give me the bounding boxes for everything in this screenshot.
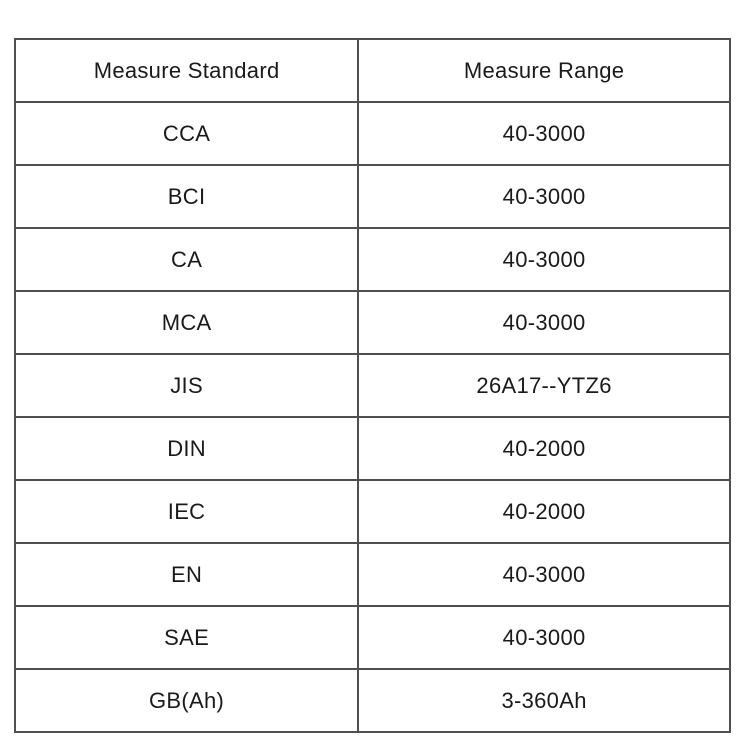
table-row [15, 480, 730, 543]
header-cell-measure-range: Measure Range [358, 39, 730, 102]
cell-range: 3-360Ah [358, 669, 730, 732]
table-row [15, 165, 730, 228]
measure-standard-table [14, 38, 731, 733]
table-row [15, 291, 730, 354]
cell-standard: SAE [15, 606, 358, 669]
cell-range: 40-2000 [358, 480, 730, 543]
cell-standard: JIS [15, 354, 358, 417]
cell-standard: MCA [15, 291, 358, 354]
cell-range: 40-2000 [358, 417, 730, 480]
cell-range: 40-3000 [358, 543, 730, 606]
cell-range: 40-3000 [358, 228, 730, 291]
cell-standard: BCI [15, 165, 358, 228]
cell-range: 40-3000 [358, 291, 730, 354]
table-row [15, 228, 730, 291]
table-row [15, 354, 730, 417]
cell-range: 40-3000 [358, 102, 730, 165]
table-row [15, 669, 730, 732]
cell-range: 40-3000 [358, 606, 730, 669]
cell-standard: CCA [15, 102, 358, 165]
cell-standard: DIN [15, 417, 358, 480]
table-row [15, 606, 730, 669]
cell-standard: EN [15, 543, 358, 606]
cell-standard: IEC [15, 480, 358, 543]
table-row [15, 102, 730, 165]
cell-standard: GB(Ah) [15, 669, 358, 732]
cell-range: 40-3000 [358, 165, 730, 228]
cell-standard: CA [15, 228, 358, 291]
header-row [15, 39, 730, 102]
header-cell-measure-standard: Measure Standard [15, 39, 358, 102]
cell-range: 26A17--YTZ6 [358, 354, 730, 417]
table-row [15, 417, 730, 480]
table-row [15, 543, 730, 606]
